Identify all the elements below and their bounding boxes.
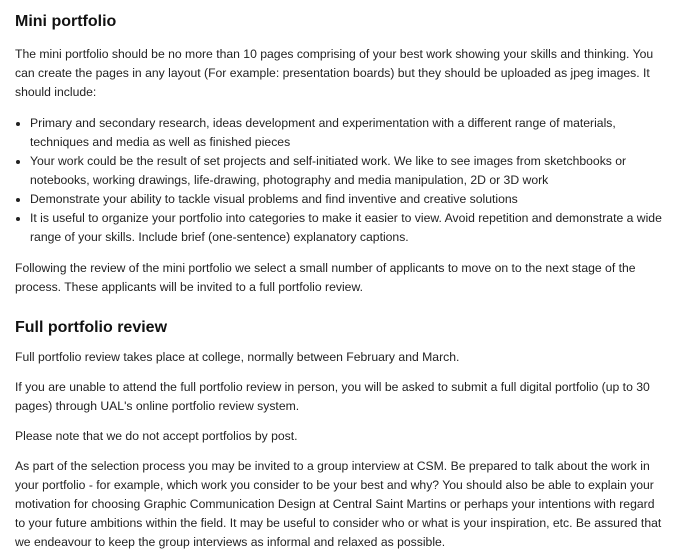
list-item: [15, 114, 667, 152]
mini-portfolio-requirements-list: [15, 114, 667, 247]
mini-portfolio-intro: The mini portfolio should be no more than 10 pages comprising of your best work showing your skills and thinking. You can create the pages in any layout (For example: presentation boards) but they should be uploaded as jpeg images. It should include:: [15, 47, 654, 99]
list-item: [15, 209, 667, 247]
full-portfolio-post-note: Please note that we do not accept portfolios by post.: [15, 429, 298, 443]
full-portfolio-timing-text: Full portfolio review takes place at college, normally between February and March.: [15, 350, 460, 364]
mini-portfolio-heading: Mini portfolio: [15, 13, 117, 30]
full-portfolio-digital-text: If you are unable to attend the full portfolio review in person, you will be asked to submit a full digital portfolio (up to 30 pages) through UAL's online portfolio review system.: [15, 380, 650, 413]
list-item-text: It is useful to organize your portfolio into categories to make it easier to view. Avoid repetition and demonstrate a wide range of your skills. Include brief (one-sentence) explanatory captions.: [30, 211, 662, 244]
list-item-text: Demonstrate your ability to tackle visual problems and find inventive and creative solutions: [30, 192, 518, 206]
bullet-dot-icon: [16, 198, 20, 202]
list-item-text: Primary and secondary research, ideas development and experimentation with a different range of materials, techniques and media as well as finished pieces: [30, 116, 616, 149]
full-portfolio-interview-text: As part of the selection process you may be invited to a group interview at CSM. Be prepared to talk about the work in your portfolio - for example, which work you consider to be your best and why? You should also be able to explain your motivation for choosing Graphic Communication Design at Central Saint Martins or perhaps your intentions with regard to your future ambitions within the field. It may be useful to consider who or what is your inspiration, etc. Be assured that we endeavour to keep the group interviews as informal and relaxed as possible.: [15, 459, 662, 549]
bullet-dot-icon: [16, 122, 20, 126]
list-item-text: Your work could be the result of set projects and self-initiated work. We like to see images from sketchbooks or notebooks, working drawings, life-drawing, photography and media manipulation, 2D or 3D work: [30, 154, 627, 187]
list-item: [15, 152, 667, 190]
bullet-dot-icon: [16, 160, 20, 164]
mini-portfolio-following-text: Following the review of the mini portfolio we select a small number of applicants to move on to the next stage of the process. These applicants will be invited to a full portfolio review.: [15, 261, 636, 294]
list-item: [15, 190, 667, 209]
full-portfolio-heading: Full portfolio review: [15, 319, 168, 336]
bullet-dot-icon: [16, 217, 20, 221]
